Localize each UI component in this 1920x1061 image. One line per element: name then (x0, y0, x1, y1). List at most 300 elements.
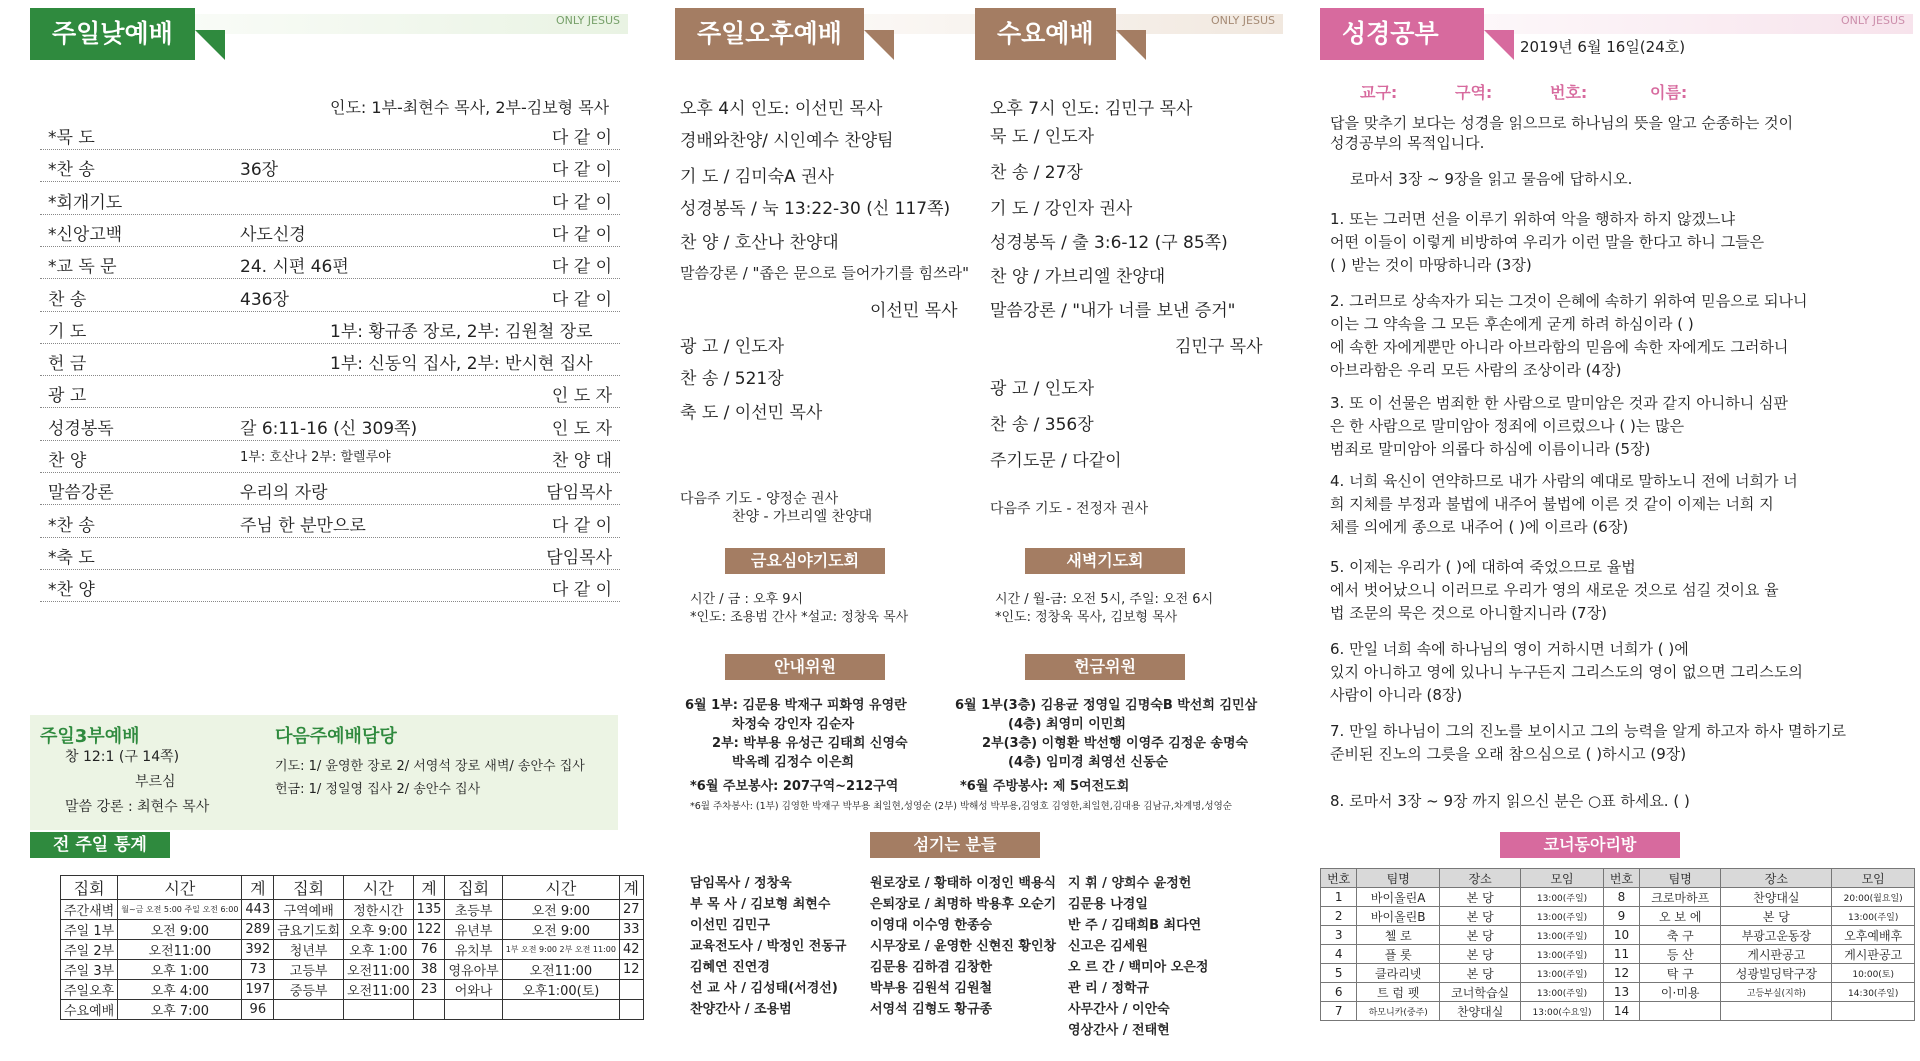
guide-title: 안내위원 (725, 654, 885, 680)
club-cell: 10:00(토) (1832, 964, 1915, 983)
server-staff: 지 휘 / 양희수 윤정헌 (1068, 876, 1192, 891)
stats-cell: 33 (619, 920, 643, 940)
stats-cell (274, 1000, 344, 1020)
stats-row (61, 920, 644, 940)
server-pastors: 김혜연 진연경 (690, 960, 770, 975)
section-title-sunday-morning: 주일낮예배 (30, 8, 195, 60)
server-staff: 오 르 간 / 백미아 오은정 (1068, 960, 1209, 975)
server-elders: 원로장로 / 황태하 이정인 백용식 (870, 876, 1057, 891)
club-cell: 트 럼 펫 (1357, 983, 1440, 1002)
worship-row (40, 246, 620, 279)
club-cell: 14 (1603, 1002, 1639, 1021)
club-header: 번호 (1321, 869, 1357, 888)
stats-header: 시간 (344, 876, 414, 900)
next-week-title: 다음주예배담당 (275, 726, 397, 747)
club-header: 팀명 (1640, 869, 1721, 888)
club-cell: 13:00(주일) (1521, 926, 1604, 945)
server-staff: 관 리 / 정학규 (1068, 981, 1150, 996)
stats-cell: 392 (242, 940, 274, 960)
wednesday-line: 찬 양 / 가브리엘 찬양대 (990, 267, 1166, 287)
stats-row (61, 980, 644, 1000)
guide-line-3: 2부: 박부용 유성근 김태희 신영숙 (712, 736, 908, 751)
third-line-1: 창 12:1 (구 14쪽) (65, 749, 180, 765)
guide-note: *6월 주보봉사: 207구역~212구역 (690, 779, 899, 794)
question-line: 1. 또는 그러면 선을 이루기 위하여 악을 행하자 하지 않겠느냐 (1330, 210, 1735, 228)
question-line: 은 한 사람으로 말미암아 정죄에 이르렀으나 ( )는 많은 (1330, 417, 1685, 435)
worship-item: 찬 송 (48, 289, 87, 310)
stats-cell: 오전 9:00 (118, 920, 242, 940)
club-row (1321, 1002, 1915, 1021)
stats-cell: 오전 9:00 (502, 920, 619, 940)
worship-row (40, 279, 620, 312)
club-header: 장소 (1721, 869, 1832, 888)
stats-header: 시간 (502, 876, 619, 900)
worship-detail: 1부: 황규종 장로, 2부: 김원철 장로 (330, 321, 593, 342)
stats-cell: 289 (242, 920, 274, 940)
club-row (1321, 945, 1915, 964)
question-line: ( ) 받는 것이 마땅하니라 (3장) (1330, 256, 1532, 274)
offering-line-3: 2부(3층) 이형환 박선행 이영주 김정운 송명숙 (982, 736, 1249, 751)
worship-detail: 436장 (240, 289, 289, 310)
stats-header: 시간 (118, 876, 242, 900)
wednesday-next: 다음주 기도 - 전정자 권사 (990, 501, 1149, 517)
afternoon-line: 광 고 / 인도자 (680, 337, 785, 357)
club-cell: 13:00(주일) (1521, 983, 1604, 1002)
offering-note: *6월 주방봉사: 제 5여전도회 (960, 779, 1130, 794)
stats-header: 계 (619, 876, 643, 900)
worship-item: *교 독 문 (48, 257, 117, 278)
stats-cell: 어와나 (445, 980, 502, 1000)
stats-header: 집회 (61, 876, 118, 900)
club-row (1321, 964, 1915, 983)
worship-detail: 사도신경 (240, 224, 306, 245)
wednesday-line: 찬 송 / 356장 (990, 415, 1094, 435)
question-line: 6. 만일 너희 속에 하나님의 영이 거하시면 너희가 ( )에 (1330, 640, 1689, 658)
worship-item: *찬 송 (48, 515, 95, 536)
server-pastors: 선 교 사 / 김성태(서경선) (690, 981, 838, 996)
wednesday-line: 오후 7시 인도: 김민구 목사 (990, 99, 1193, 119)
server-elders: 이영대 이수영 한종승 (870, 918, 993, 933)
stats-row (61, 1000, 644, 1020)
worship-row (40, 569, 620, 602)
server-pastors: 부 목 사 / 김보형 최현수 (690, 897, 831, 912)
worship-item: 광 고 (48, 386, 87, 407)
club-cell: 본 당 (1440, 945, 1521, 964)
worship-leader: 다 같 이 (551, 257, 612, 278)
next-week-line-1: 기도: 1/ 윤영한 장로 2/ 서영석 장로 새벽/ 송안수 집사 (275, 759, 585, 774)
worship-leader: 담임목사 (546, 547, 612, 568)
club-cell: 13:00(주일) (1521, 907, 1604, 926)
worship-leader: 다 같 이 (551, 580, 612, 601)
question-line: 희 지체를 부정과 불법에 내주어 불법에 이른 것 같이 이제는 너희 지 (1330, 495, 1774, 513)
wednesday-line: 찬 송 / 27장 (990, 163, 1083, 183)
worship-row (40, 440, 620, 473)
server-staff: 사무간사 / 이안숙 (1068, 1002, 1170, 1017)
club-cell: 찬양대실 (1440, 1002, 1521, 1021)
club-cell: 하모니카(중주) (1357, 1002, 1440, 1021)
club-header: 팀명 (1357, 869, 1440, 888)
server-elders: 김문용 김하겸 김창한 (870, 960, 993, 975)
server-staff: 반 주 / 김태희B 최다연 (1068, 918, 1202, 933)
club-title: 코너동아리방 (1500, 832, 1680, 858)
afternoon-line: 찬 송 / 521장 (680, 369, 784, 389)
server-elders: 시무장로 / 윤영한 신현진 황인창 (870, 939, 1057, 954)
wednesday-line: 광 고 / 인도자 (990, 379, 1095, 399)
stats-cell: 고등부 (274, 960, 344, 980)
club-cell: 본 당 (1440, 888, 1521, 907)
field-district: 교구: (1360, 83, 1398, 102)
worship-item: 말씀강론 (48, 483, 114, 504)
question-line: 이는 그 약속을 그 모든 후손에게 굳게 하려 하심이라 ( ) (1330, 315, 1694, 333)
club-cell: 13 (1603, 983, 1639, 1002)
dawn-line-2: *인도: 정창욱 목사, 김보형 목사 (995, 610, 1178, 625)
afternoon-line: 찬 양 / 호산나 찬양대 (680, 233, 839, 253)
club-row (1321, 907, 1915, 926)
wednesday-line: 성경봉독 / 출 3:6-12 (구 85쪽) (990, 233, 1228, 253)
section-title-wednesday: 수요예배 (975, 8, 1116, 60)
third-line-3: 말씀 강론 : 최현수 목사 (65, 799, 210, 815)
afternoon-line: 오후 4시 인도: 이선민 목사 (680, 99, 883, 119)
worship-row (40, 214, 620, 247)
server-pastors: 이선민 김민구 (690, 918, 770, 933)
worship-row (40, 505, 620, 538)
question-line: 있지 아니하고 영에 있나니 누구든지 그리스도의 영이 없으면 그리스도의 (1330, 663, 1803, 681)
guide-line-2: 차정숙 강인자 김순자 (732, 717, 855, 732)
stats-cell: 135 (413, 900, 445, 920)
stats-cell: 주일 1부 (61, 920, 118, 940)
offering-title: 헌금위원 (1025, 654, 1185, 680)
field-area: 구역: (1455, 83, 1493, 102)
stats-header: 집회 (445, 876, 502, 900)
stats-cell (344, 1000, 414, 1020)
worship-leader: 다 같 이 (551, 224, 612, 245)
club-cell: 게시판공고 (1832, 945, 1915, 964)
afternoon-line: 이선민 목사 (870, 301, 958, 321)
attendance-table (60, 875, 644, 1020)
stats-cell (445, 1000, 502, 1020)
club-cell: 크로마하프 (1640, 888, 1721, 907)
club-cell: 4 (1321, 945, 1357, 964)
stats-row (61, 940, 644, 960)
club-cell: 14:30(주일) (1832, 983, 1915, 1002)
friday-line-1: 시간 / 금 : 오후 9시 (690, 592, 804, 607)
third-service-title: 주일3부예배 (40, 726, 140, 747)
stats-cell: 38 (413, 960, 445, 980)
stats-cell: 오후 7:00 (118, 1000, 242, 1020)
afternoon-line: 축 도 / 이선민 목사 (680, 403, 823, 423)
club-row (1321, 888, 1915, 907)
club-cell: 성광빌딩탁구장 (1721, 964, 1832, 983)
worship-row (40, 472, 620, 505)
wednesday-line: 김민구 목사 (1175, 337, 1263, 357)
afternoon-line: 성경봉독 / 눅 13:22-30 (신 117쪽) (680, 199, 951, 219)
club-cell: 바이올린A (1357, 888, 1440, 907)
club-table (1320, 868, 1915, 1021)
club-cell (1832, 1002, 1915, 1021)
question-line: 에 속한 자에게뿐만 아니라 아브라함의 믿음에 속한 자에게도 그러하니 (1330, 338, 1789, 356)
club-cell: 5 (1321, 964, 1357, 983)
question-line: 3. 또 이 선물은 범죄한 한 사람으로 말미암은 것과 같지 아니하니 심판 (1330, 394, 1788, 412)
club-cell (1721, 1002, 1832, 1021)
question-line: 범죄로 말미암아 의롭다 하심에 이름이니라 (5장) (1330, 440, 1651, 458)
stats-cell: 주간새벽 (61, 900, 118, 920)
stats-cell: 주일오후 (61, 980, 118, 1000)
section-title-bible-study: 성경공부 (1320, 8, 1484, 60)
club-cell: 오후예배후 (1832, 926, 1915, 945)
stats-cell: 유치부 (445, 940, 502, 960)
club-cell (1640, 1002, 1721, 1021)
friday-line-2: *인도: 조용범 간사 *설교: 정창욱 목사 (690, 610, 909, 625)
stats-cell: 443 (242, 900, 274, 920)
worship-leader: 다 같 이 (551, 289, 612, 310)
worship-row (40, 117, 620, 150)
question-line: 아브라함은 우리 모든 사람의 조상이라 (4장) (1330, 361, 1622, 379)
worship-item: *찬 송 (48, 160, 95, 181)
question-line: 5. 이제는 우리가 ( )에 대하여 죽었으므로 율법 (1330, 558, 1636, 576)
guide-note-2: *6월 주차봉사: (1부) 김영한 박재구 박부용 최일현,성영순 (2부) 박해성 박부용,김영호 김영한,최일현,김대용 김남규,차계명,성영순 (690, 801, 1232, 812)
stats-cell: 오전 9:00 (502, 900, 619, 920)
stats-row (61, 960, 644, 980)
worship-detail: 주님 한 분만으로 (240, 515, 366, 536)
worship-leader: 다 같 이 (551, 128, 612, 148)
worship-leader: 인 도 자 (551, 418, 612, 439)
study-instruction: 로마서 3장 ~ 9장을 읽고 물음에 답하시오. (1350, 170, 1633, 188)
stats-cell: 1부 오전 9:00 2부 오전 11:00 (502, 940, 619, 960)
servers-title: 섬기는 분들 (870, 832, 1040, 858)
club-cell: 클라리넷 (1357, 964, 1440, 983)
worship-leader: 다 같 이 (551, 192, 612, 213)
club-cell: 7 (1321, 1002, 1357, 1021)
club-cell: 8 (1603, 888, 1639, 907)
wednesday-line: 묵 도 / 인도자 (990, 127, 1095, 147)
club-cell: 플 롯 (1357, 945, 1440, 964)
brand-label-3: ONLY JESUS (1841, 14, 1905, 27)
question-line: 체를 의에게 종으로 내주어 ( )에 이르라 (6장) (1330, 518, 1629, 536)
next-week-line-2: 헌금: 1/ 정일영 집사 2/ 송안수 집사 (275, 782, 481, 797)
server-staff: 신고은 김세원 (1068, 939, 1148, 954)
stats-header: 집회 (274, 876, 344, 900)
worship-leader: 인 도 자 (551, 386, 612, 407)
club-cell: 13:00(수요일) (1521, 1002, 1604, 1021)
worship-detail: 1부: 신동익 집사, 2부: 반시현 집사 (330, 354, 593, 375)
stats-cell: 정한시간 (344, 900, 414, 920)
guide-line-1: 6월 1부: 김문용 박재구 피화영 유영란 (685, 698, 907, 713)
stats-cell: 중등부 (274, 980, 344, 1000)
club-cell: 9 (1603, 907, 1639, 926)
club-cell: 등 산 (1640, 945, 1721, 964)
wednesday-line: 주기도문 / 다같이 (990, 451, 1122, 471)
worship-row (40, 343, 620, 376)
worship-leader: 찬 양 대 (551, 451, 612, 471)
stats-cell: 초등부 (445, 900, 502, 920)
wednesday-line: 기 도 / 강인자 권사 (990, 199, 1133, 219)
club-cell: 13:00(주일) (1521, 945, 1604, 964)
brand-label: ONLY JESUS (556, 14, 620, 27)
afternoon-line: 경배와찬양/ 시인예수 찬양팀 (680, 131, 894, 151)
server-pastors: 담임목사 / 정창욱 (690, 876, 792, 891)
stats-cell: 유년부 (445, 920, 502, 940)
stats-cell: 오전11:00 (502, 960, 619, 980)
club-cell: 본 당 (1440, 926, 1521, 945)
section-title-afternoon: 주일오후예배 (675, 8, 864, 60)
guide-line-4: 박옥례 김정수 이은희 (732, 755, 855, 770)
worship-item: 기 도 (48, 321, 87, 342)
club-header: 모임 (1521, 869, 1604, 888)
club-cell: 본 당 (1440, 907, 1521, 926)
stats-cell: 27 (619, 900, 643, 920)
club-cell: 오 보 에 (1640, 907, 1721, 926)
stats-cell: 오후 1:00 (344, 940, 414, 960)
club-cell: 3 (1321, 926, 1357, 945)
stats-cell (502, 1000, 619, 1020)
club-cell: 1 (1321, 888, 1357, 907)
offering-line-2: (4층) 최영미 이민희 (1008, 717, 1126, 732)
stats-cell (413, 1000, 445, 1020)
stats-cell: 수요예배 (61, 1000, 118, 1020)
stats-cell: 76 (413, 940, 445, 960)
club-cell: 11 (1603, 945, 1639, 964)
stats-cell: 42 (619, 940, 643, 960)
stats-cell: 오전11:00 (344, 980, 414, 1000)
club-header: 번호 (1603, 869, 1639, 888)
stats-header: 계 (413, 876, 445, 900)
third-line-2: 부르심 (135, 774, 176, 790)
club-cell: 본 당 (1721, 907, 1832, 926)
stats-cell: 73 (242, 960, 274, 980)
club-cell: 코너학습실 (1440, 983, 1521, 1002)
worship-row (40, 537, 620, 570)
worship-row (40, 408, 620, 441)
club-cell: 탁 구 (1640, 964, 1721, 983)
stats-cell (619, 980, 643, 1000)
worship-detail: 1부: 호산나 2부: 할렐루야 (240, 450, 391, 465)
stats-title: 전 주일 통계 (30, 832, 170, 858)
question-line: 에서 벗어났으니 이러므로 우리가 영의 새로운 것으로 섬길 것이요 율 (1330, 581, 1779, 599)
brand-label-2: ONLY JESUS (1211, 14, 1275, 27)
bible-study-panel (1320, 0, 1920, 1061)
intro-line-1: 답을 맞추기 보다는 성경을 읽으므로 하나님의 뜻을 알고 순종하는 것이 (1330, 114, 1794, 132)
morning-leaders: 인도: 1부-최현수 목사, 2부-김보형 목사 (330, 98, 610, 117)
afternoon-line: 기 도 / 김미숙A 권사 (680, 167, 834, 187)
worship-item: *묵 도 (48, 128, 95, 148)
club-cell: 2 (1321, 907, 1357, 926)
question-line: 준비된 진노의 그릇을 오래 참으심으로 ( )하시고 (9장) (1330, 745, 1687, 763)
stats-cell: 금요기도회 (274, 920, 344, 940)
club-cell: 20:00(월요일) (1832, 888, 1915, 907)
club-cell: 찬양대실 (1721, 888, 1832, 907)
field-number: 번호: (1550, 83, 1588, 102)
afternoon-next-1: 다음주 기도 - 양정순 권사 (680, 491, 839, 507)
worship-item: *회개기도 (48, 192, 123, 213)
stats-cell: 197 (242, 980, 274, 1000)
stats-cell: 오후 4:00 (118, 980, 242, 1000)
stats-cell: 월~금 오전 5:00 주일 오전 6:00 (118, 900, 242, 920)
club-cell: 부광고운동장 (1721, 926, 1832, 945)
club-cell: 게시판공고 (1721, 945, 1832, 964)
server-elders: 은퇴장로 / 최명하 박용후 오순기 (870, 897, 1057, 912)
stats-cell: 주일 3부 (61, 960, 118, 980)
worship-item: 찬 양 (48, 451, 87, 471)
server-pastors: 찬양간사 / 조용범 (690, 1002, 792, 1017)
stats-row (61, 900, 644, 920)
worship-detail: 우리의 자랑 (240, 483, 328, 504)
stats-cell: 오후 9:00 (344, 920, 414, 940)
club-cell: 본 당 (1440, 964, 1521, 983)
club-cell: 이·미용 (1640, 983, 1721, 1002)
issue-date: 2019년 6월 16일(24호) (1520, 38, 1686, 56)
worship-leader: 다 같 이 (551, 160, 612, 181)
club-header: 모임 (1832, 869, 1915, 888)
worship-item: 헌 금 (48, 354, 87, 375)
club-header: 장소 (1440, 869, 1521, 888)
club-cell: 12 (1603, 964, 1639, 983)
server-staff: 영상간사 / 전태현 (1068, 1023, 1170, 1038)
question-line: 2. 그러므로 상속자가 되는 그것이 은혜에 속하기 위하여 믿음으로 되나니 (1330, 292, 1808, 310)
server-staff: 김문용 나경일 (1068, 897, 1148, 912)
stats-cell: 구역예배 (274, 900, 344, 920)
question-line: 8. 로마서 3장 ~ 9장 까지 읽으신 분은 ○표 하세요. ( ) (1330, 792, 1690, 810)
worship-detail: 24. 시편 46편 (240, 257, 349, 278)
club-cell: 6 (1321, 983, 1357, 1002)
club-cell: 13:00(주일) (1521, 888, 1604, 907)
server-pastors: 교육전도사 / 박정인 전동규 (690, 939, 847, 954)
question-line: 4. 너희 육신이 연약하므로 내가 사람의 예대로 말하노니 전에 너희가 너 (1330, 472, 1798, 490)
afternoon-next-2: 찬양 - 가브리엘 찬양대 (732, 509, 873, 525)
stats-cell: 오후 1:00 (118, 960, 242, 980)
stats-cell: 오전11:00 (344, 960, 414, 980)
worship-leader: 담임목사 (546, 483, 612, 504)
stats-cell: 96 (242, 1000, 274, 1020)
worship-row (40, 149, 620, 182)
question-line: 7. 만일 하나님이 그의 진노를 보이시고 그의 능력을 알게 하고자 하사 멸하기로 (1330, 722, 1846, 740)
worship-item: *축 도 (48, 547, 95, 568)
question-line: 어떤 이들이 이렇게 비방하여 우리가 이런 말을 한다고 하니 그들은 (1330, 233, 1765, 251)
club-cell: 축 구 (1640, 926, 1721, 945)
question-line: 법 조문의 묵은 것으로 아니할지니라 (7장) (1330, 604, 1607, 622)
dawn-line-1: 시간 / 월-금: 오전 5시, 주일: 오전 6시 (995, 592, 1214, 607)
club-cell: 10 (1603, 926, 1639, 945)
club-cell: 바이올린B (1357, 907, 1440, 926)
stats-cell: 오후1:00(토) (502, 980, 619, 1000)
worship-row (40, 375, 620, 408)
stats-cell: 영유아부 (445, 960, 502, 980)
intro-line-2: 성경공부의 목적입니다. (1330, 134, 1485, 152)
sunday-morning-panel (20, 0, 640, 1061)
dawn-title: 새벽기도회 (1025, 548, 1185, 574)
worship-detail: 36장 (240, 160, 279, 181)
worship-leader: 다 같 이 (551, 515, 612, 536)
stats-header: 계 (242, 876, 274, 900)
club-cell: 첼 로 (1357, 926, 1440, 945)
worship-item: 성경봉독 (48, 418, 114, 439)
wednesday-line: 말씀강론 / "내가 너를 보낸 증거" (990, 301, 1236, 321)
question-line: 사람이 아니라 (8장) (1330, 686, 1463, 704)
stats-cell: 청년부 (274, 940, 344, 960)
stats-cell: 122 (413, 920, 445, 940)
stats-cell (619, 1000, 643, 1020)
club-row (1321, 983, 1915, 1002)
afternoon-line: 말씀강론 / "좁은 문으로 들어가기를 힘쓰라" (680, 264, 970, 282)
club-cell: 13:00(주일) (1521, 964, 1604, 983)
stats-cell: 23 (413, 980, 445, 1000)
stats-cell: 주일 2부 (61, 940, 118, 960)
server-elders: 박부용 김원석 김원철 (870, 981, 993, 996)
club-cell: 고등부실(지하) (1721, 983, 1832, 1002)
stats-cell: 12 (619, 960, 643, 980)
offering-line-1: 6월 1부(3층) 김용균 정영일 김명숙B 박선희 김민삼 (955, 698, 1258, 713)
server-elders: 서영석 김형도 황규종 (870, 1002, 993, 1017)
worship-item: *신앙고백 (48, 224, 123, 245)
